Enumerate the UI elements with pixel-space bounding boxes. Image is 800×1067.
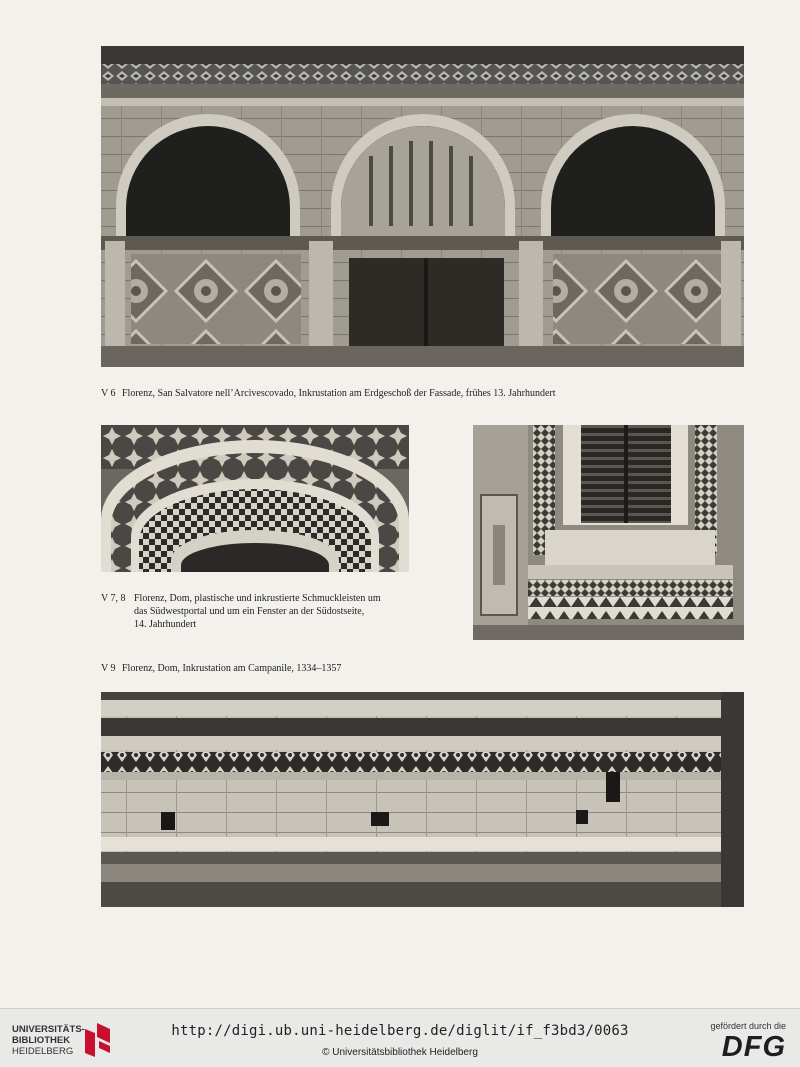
caption-v6 (101, 387, 661, 401)
photo-v7-portal-arch (101, 425, 409, 572)
funder-note: gefördert durch die (710, 1021, 786, 1031)
caption-v9-number: V 9 (101, 663, 116, 674)
caption-v9-text: Florenz, Dom, Inkrustation am Campanile, 1334–1357 (122, 663, 342, 674)
caption-v7-8-number: V 7, 8 (101, 593, 126, 604)
photo-v9-campanile (101, 692, 744, 907)
logo-line-2: BIBLIOTHEK (12, 1035, 71, 1046)
permalink-url[interactable]: http://digi.ub.uni-heidelberg.de/diglit/if_f3bd3/0063 (171, 1023, 629, 1039)
caption-v6-text: Florenz, San Salvatore nell’Arcivescovado, Inkrustation am Erdgeschoß der Fassade, frühes 13. Jahrhundert (122, 388, 556, 399)
caption-v6-number: V 6 (101, 388, 116, 399)
dfg-logo[interactable]: DFG (721, 1031, 786, 1063)
logo-line-3: HEIDELBERG (12, 1046, 74, 1057)
footer-bar (0, 1008, 800, 1067)
copyright-text: © Universitätsbibliothek Heidelberg (322, 1047, 478, 1058)
caption-v9 (101, 662, 431, 676)
caption-v7-8-line-1: Florenz, Dom, plastische und inkrustierte Schmuckleisten um (134, 593, 381, 604)
photo-v6-san-salvatore-facade (101, 46, 744, 367)
logo-line-1: UNIVERSITÄTS- (12, 1024, 85, 1035)
photo-v8-window (473, 425, 744, 640)
caption-v7-8 (101, 592, 441, 634)
caption-v7-8-line-3: 14. Jahrhundert (134, 619, 197, 630)
caption-v7-8-line-2: das Südwestportal und um ein Fenster an der Südostseite, (134, 606, 365, 617)
